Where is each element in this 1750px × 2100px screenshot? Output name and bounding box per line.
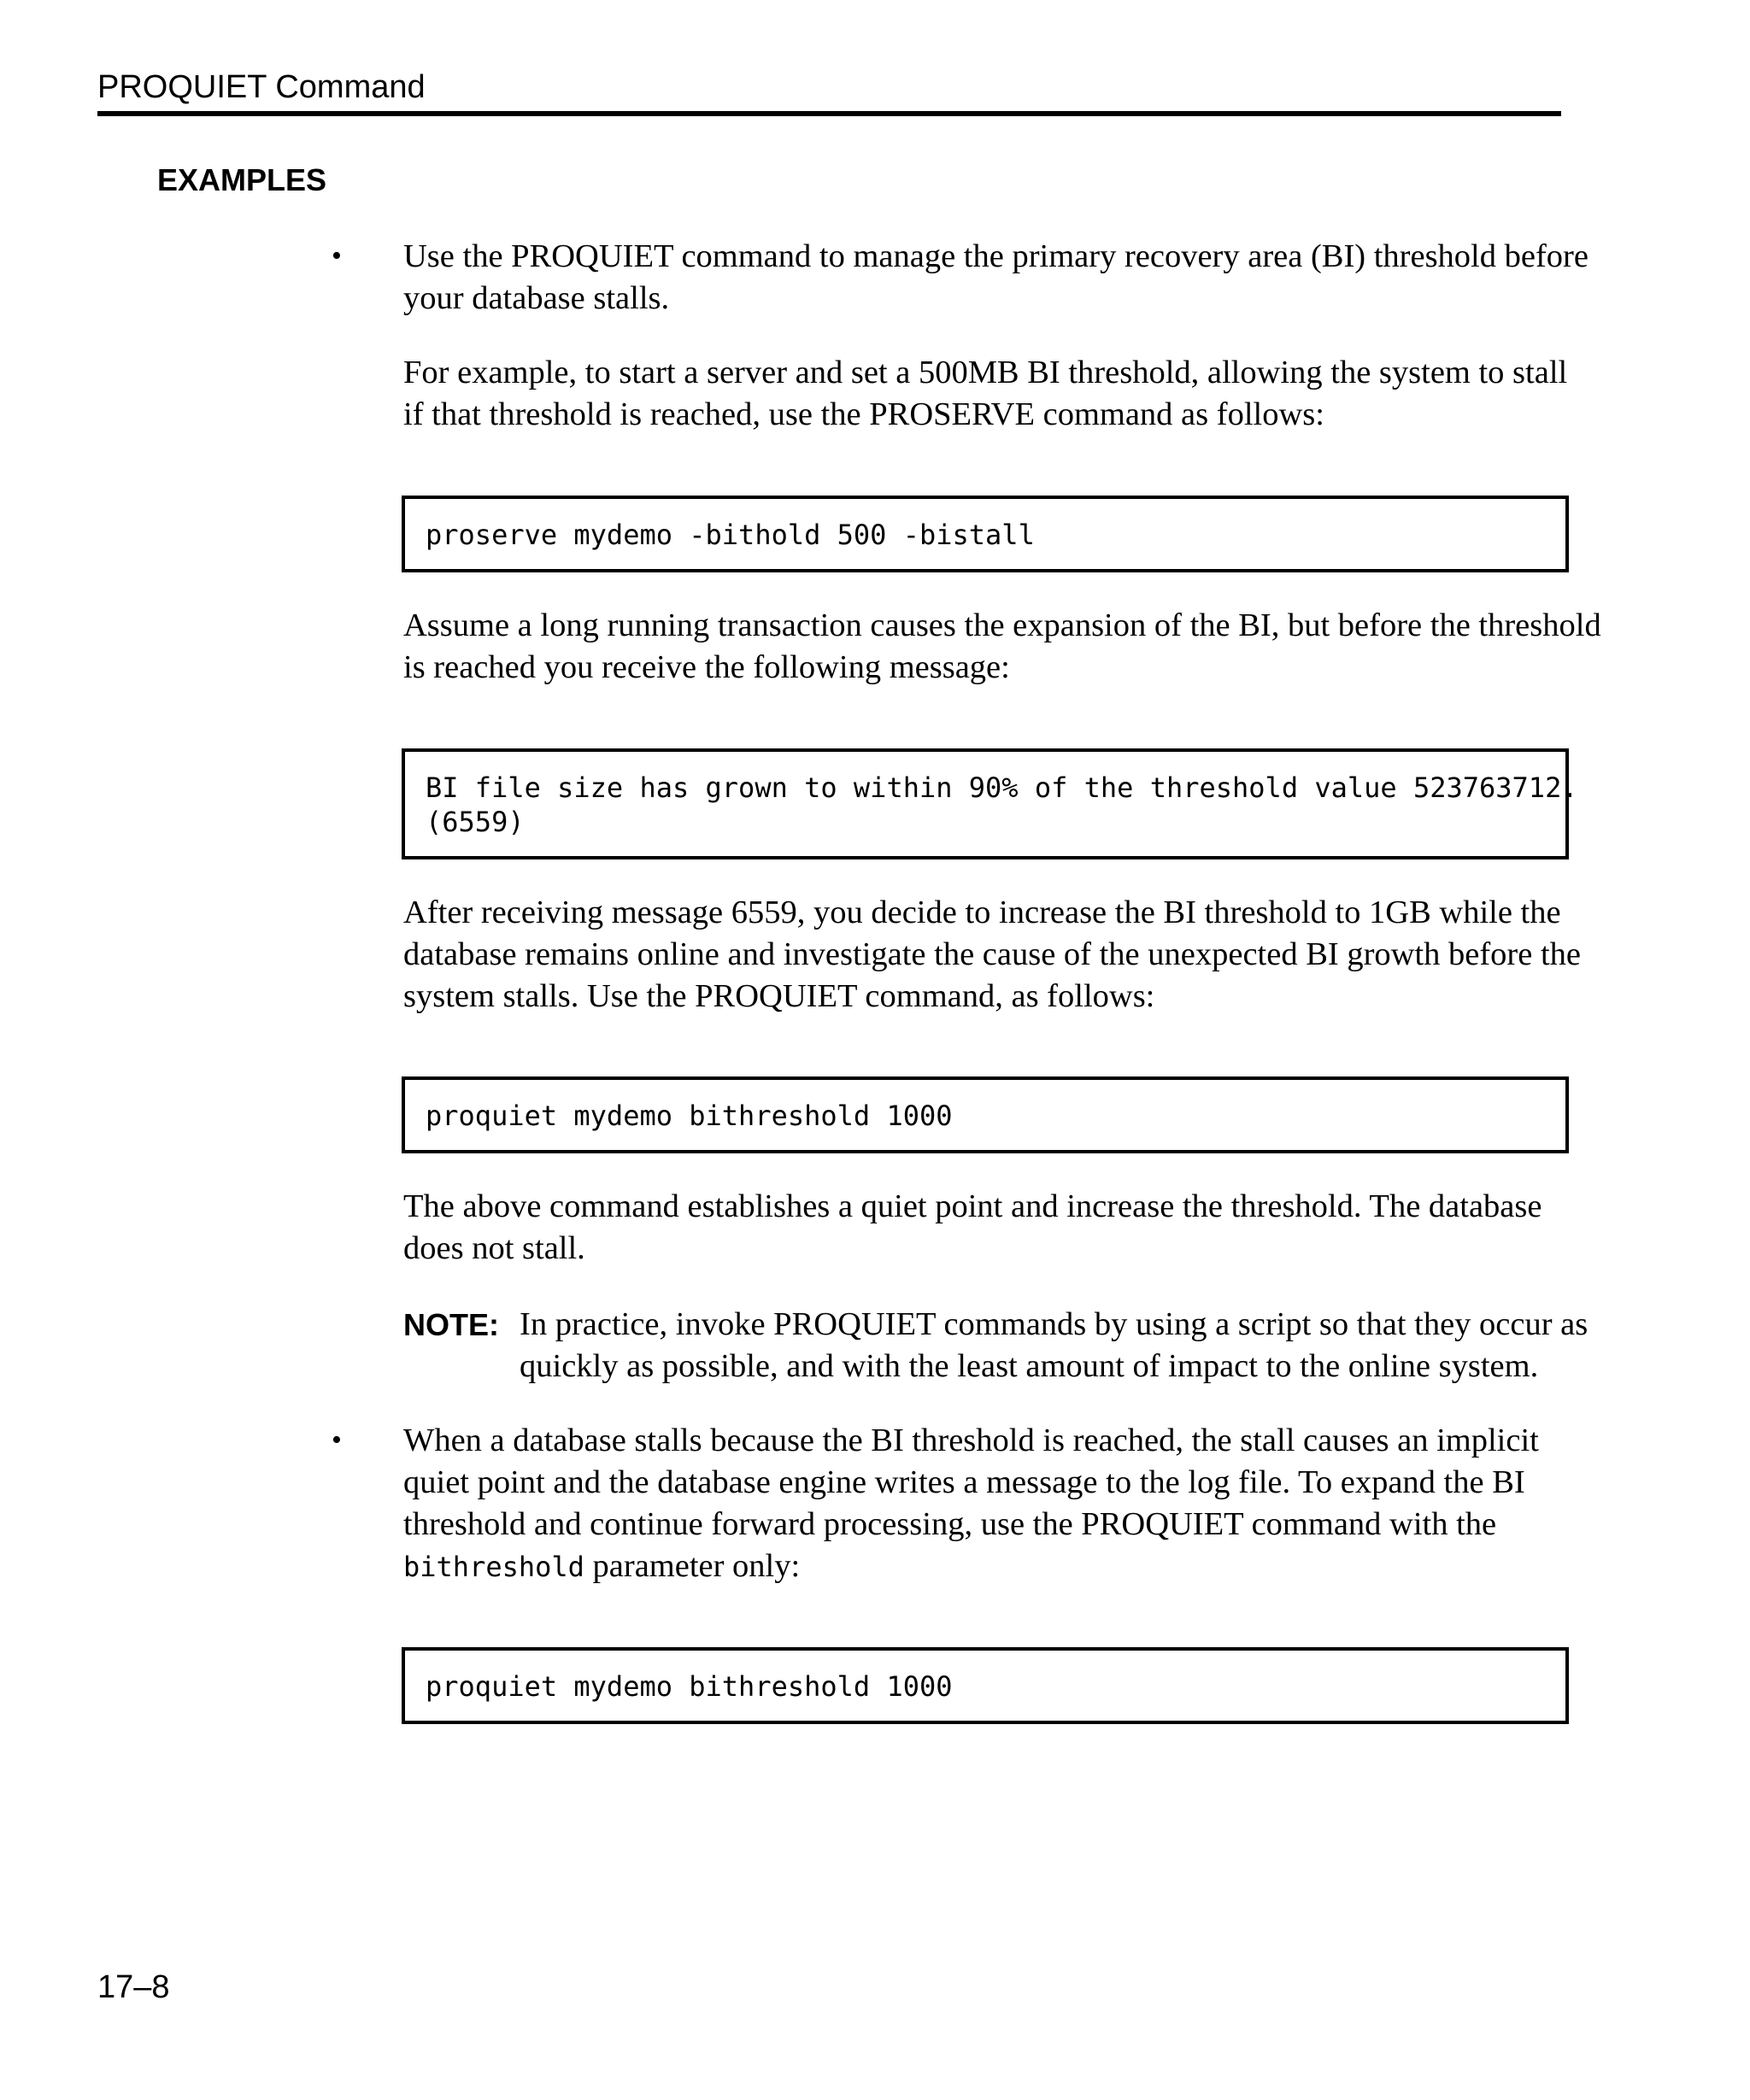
text-line	[403, 1546, 1574, 1588]
page-header-title: PROQUIET Command	[97, 69, 426, 105]
text-line: After receiving message 6559, you decide to increase the BI threshold to 1GB while the	[403, 895, 1561, 930]
text-line: Assume a long running transaction causes the expansion of the BI, but before the threshold	[403, 607, 1601, 643]
text-line: does not stall.	[403, 1230, 585, 1266]
text-line: The above command establishes a quiet point and increase the threshold. The database	[403, 1188, 1542, 1224]
code-line: BI file size has grown to within 90% of the threshold value 523763712.	[426, 771, 1578, 804]
text-line: Use the PROQUIET command to manage the primary recovery area (BI) threshold before	[403, 238, 1589, 274]
code-line: proserve mydemo -bithold 500 -bistall	[426, 519, 1035, 551]
paragraph	[403, 352, 1574, 436]
text-line: if that threshold is reached, use the PROSERVE command as follows:	[403, 396, 1324, 432]
bullet-marker: •	[332, 1424, 342, 1456]
code-block	[402, 1076, 1569, 1153]
page-number: 17–8	[97, 1969, 170, 2005]
text-line: threshold and continue forward processing, use the PROQUIET command with the	[403, 1506, 1497, 1542]
text-line: your database stalls.	[403, 280, 670, 316]
text-line: quickly as possible, and with the least amount of impact to the online system.	[520, 1348, 1539, 1384]
inline-code: bithreshold	[403, 1551, 584, 1583]
paragraph	[403, 892, 1581, 1018]
paragraph	[403, 1420, 1574, 1588]
text-line: is reached you receive the following message:	[403, 649, 1010, 685]
text-line: In practice, invoke PROQUIET commands by using a script so that they occur as	[520, 1306, 1589, 1342]
text-line: For example, to start a server and set a 500MB BI threshold, allowing the system to stall	[403, 355, 1568, 390]
paragraph	[403, 605, 1601, 689]
code-line: (6559)	[426, 806, 525, 838]
paragraph	[403, 1186, 1574, 1270]
text-line: When a database stalls because the BI threshold is reached, the stall causes an implicit	[403, 1422, 1539, 1458]
code-line: proquiet mydemo bithreshold 1000	[426, 1670, 953, 1703]
section-heading: EXAMPLES	[157, 162, 327, 197]
code-line: proquiet mydemo bithreshold 1000	[426, 1100, 953, 1132]
code-block	[402, 1647, 1569, 1724]
text-line: database remains online and investigate the cause of the unexpected BI growth before the	[403, 936, 1581, 972]
header-rule	[97, 111, 1561, 116]
note-label: NOTE:	[403, 1307, 499, 1342]
bullet-marker: •	[332, 240, 342, 272]
code-block	[402, 748, 1578, 859]
code-block	[402, 496, 1569, 572]
text-line: system stalls. Use the PROQUIET command, as follows:	[403, 978, 1155, 1014]
text-fragment: parameter only:	[584, 1548, 801, 1584]
text-line: quiet point and the database engine writes a message to the log file. To expand the BI	[403, 1464, 1525, 1500]
note-text	[520, 1304, 1589, 1387]
paragraph	[403, 236, 1589, 320]
